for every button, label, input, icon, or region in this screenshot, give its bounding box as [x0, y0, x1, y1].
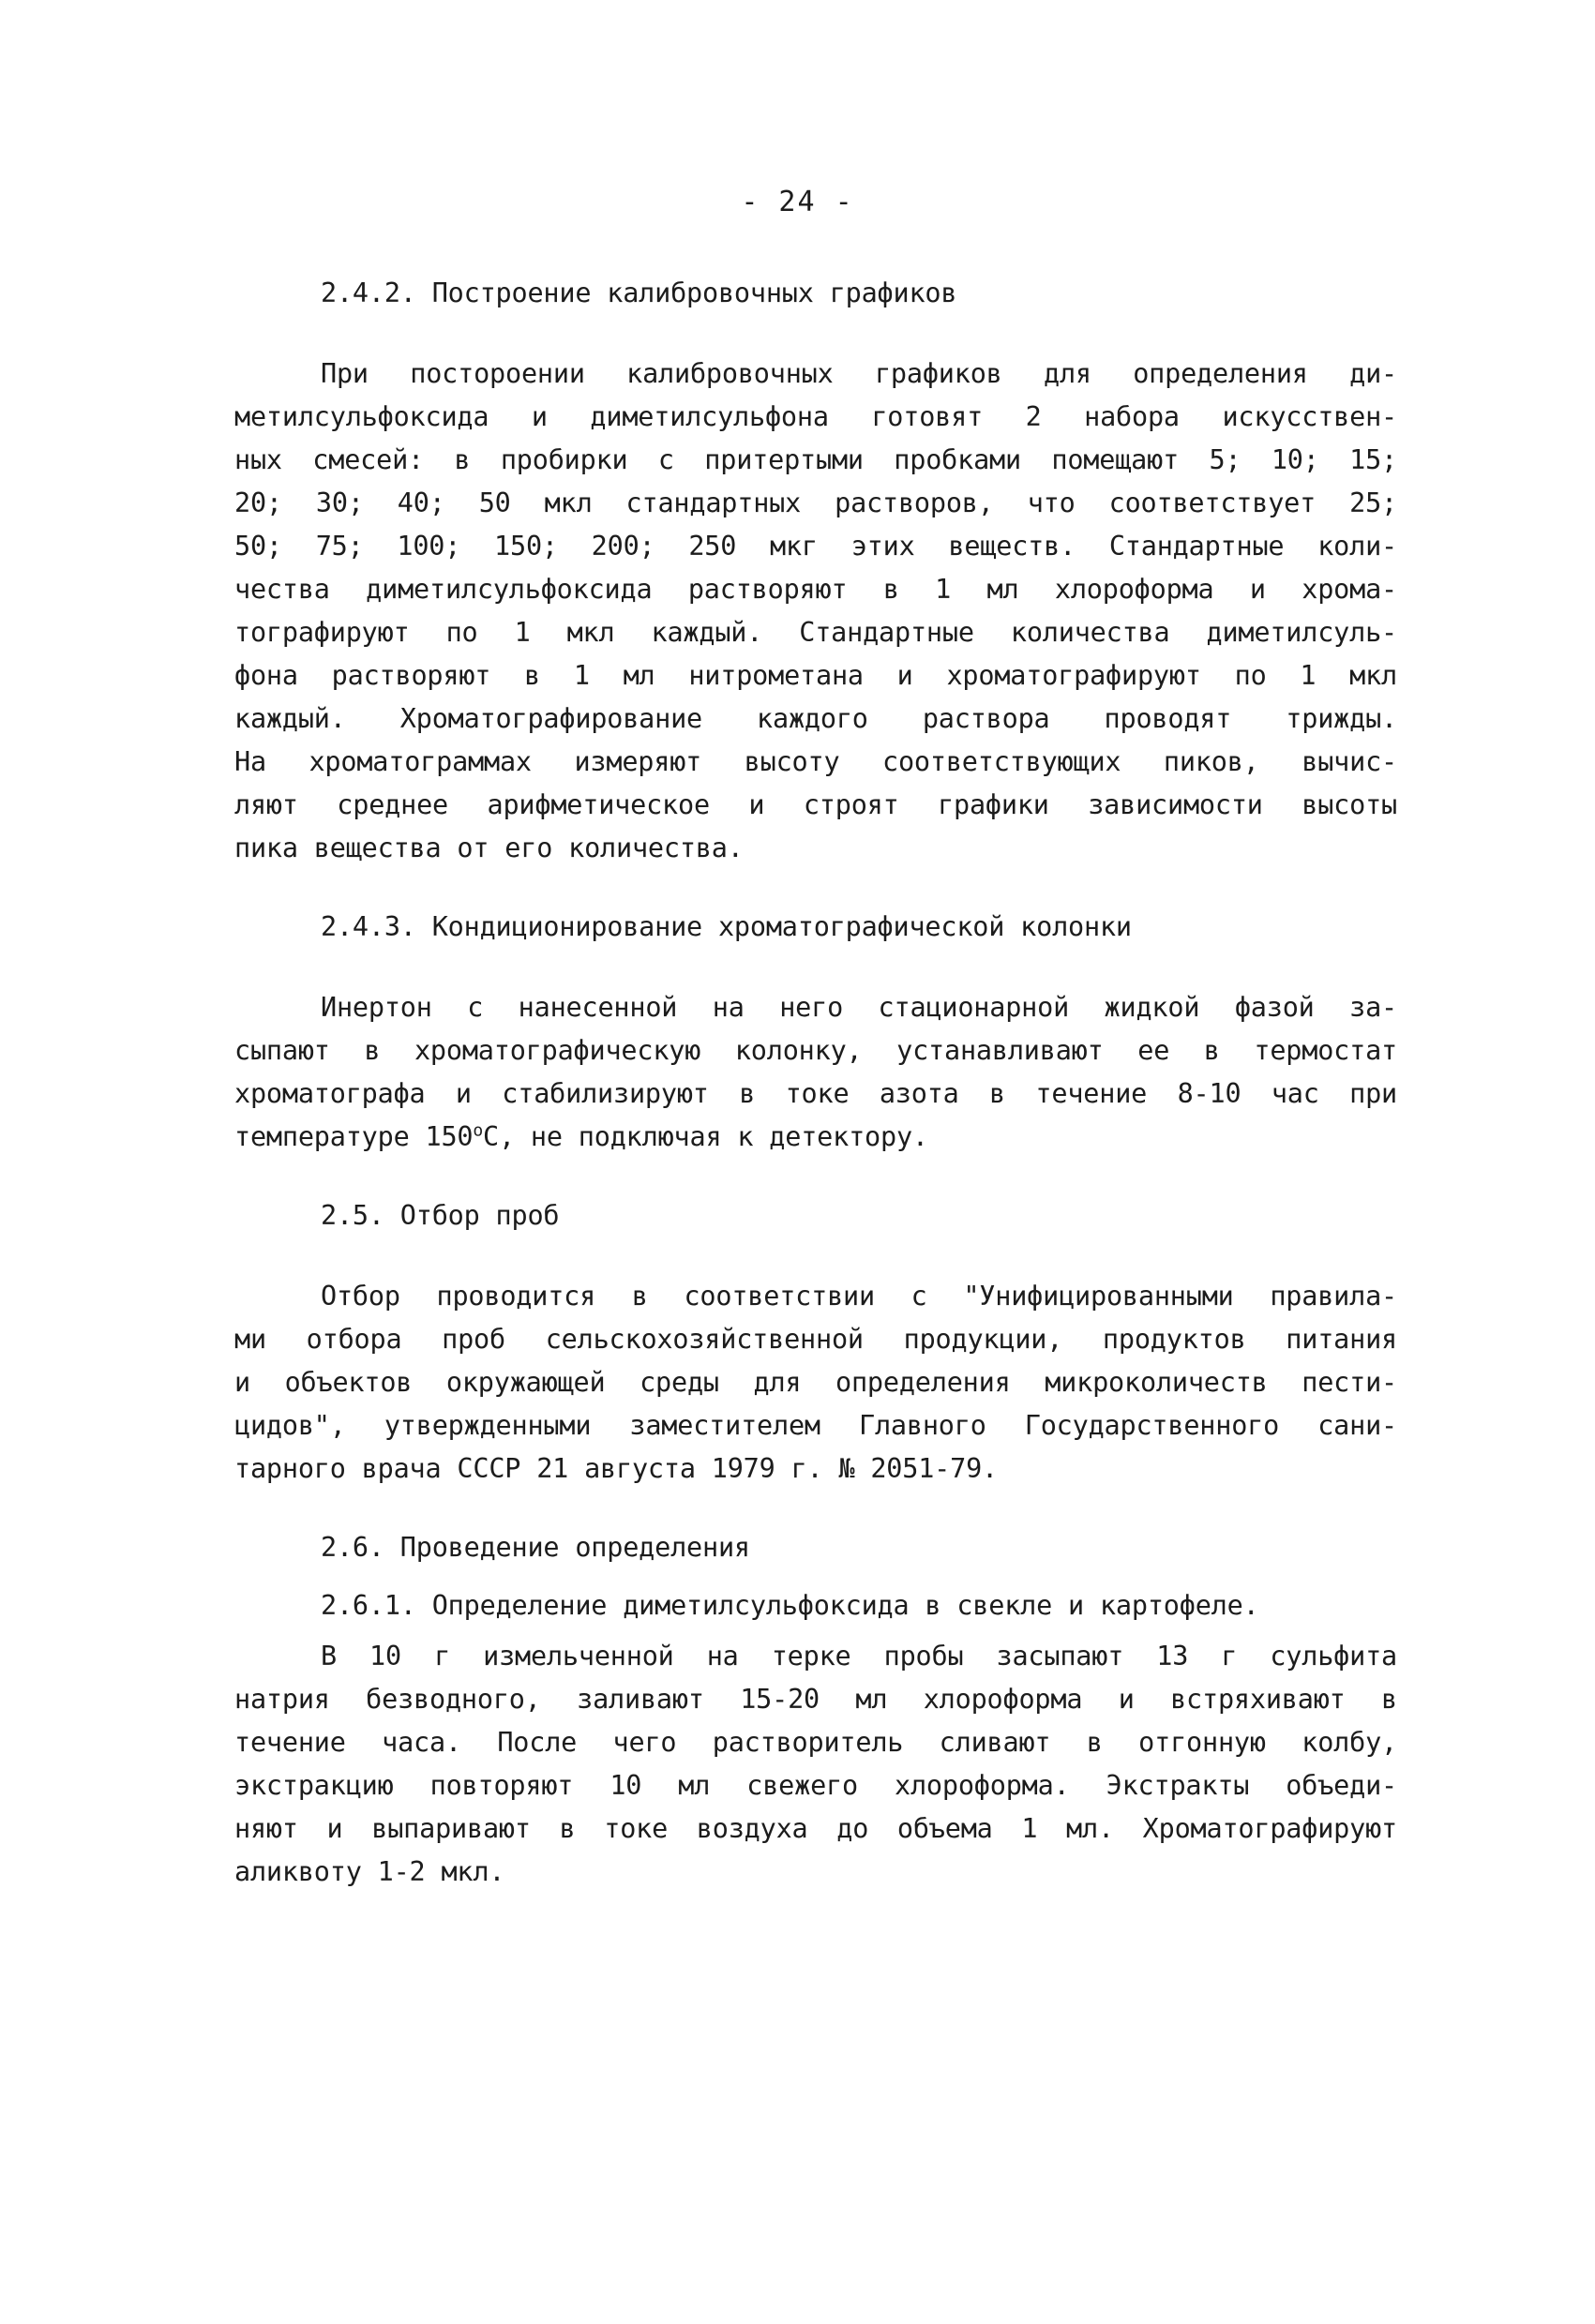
- text-line: и объектов окружающей среды для определения микроколичеств пести-: [234, 1367, 1397, 1398]
- text-line: ми отбора проб сельскохозяйственной продукции, продуктов питания: [234, 1324, 1397, 1355]
- text-line: каждый. Хроматографирование каждого раствора проводят трижды.: [234, 703, 1397, 734]
- section-heading-2-4-2: 2.4.2. Построение калибровочных графиков: [321, 277, 957, 308]
- text-line: На хроматограммах измеряют высоту соответствующих пиков, вычис-: [234, 746, 1397, 777]
- section-heading-2-5: 2.5. Отбор проб: [321, 1200, 560, 1231]
- text-line: При постороении калибровочных графиков для определения ди-: [321, 358, 1397, 389]
- text-line: чества диметилсульфоксида растворяют в 1 мл хлороформа и хрома-: [234, 574, 1397, 605]
- paragraph-calibration: [234, 352, 1397, 870]
- temperature-text: температуре 150: [234, 1121, 474, 1152]
- text-line: ных смесей: в пробирки с притертыми пробками помещают 5; 10; 15;: [234, 444, 1397, 475]
- text-line: Инертон с нанесенной на него стационарной жидкой фазой за-: [321, 992, 1397, 1023]
- paragraph-conditioning: [234, 986, 1397, 1159]
- text-line: натрия безводного, заливают 15-20 мл хлороформа и встряхивают в: [234, 1684, 1397, 1715]
- text-line: аликвоту 1-2 мкл.: [234, 1856, 505, 1887]
- text-line: хроматографа и стабилизируют в токе азота в течение 8-10 час при: [234, 1078, 1397, 1109]
- text-line: Отбор проводится в соответствии с "Унифицированными правила-: [321, 1281, 1397, 1312]
- section-heading-2-6-1: 2.6.1. Определение диметилсульфоксида в свекле и картофеле.: [321, 1590, 1259, 1621]
- section-heading-2-4-3: 2.4.3. Кондиционирование хроматографической колонки: [321, 911, 1132, 942]
- page-number: - 24 -: [741, 186, 854, 218]
- text-line: фона растворяют в 1 мл нитрометана и хроматографируют по 1 мкл: [234, 660, 1397, 691]
- text-line: тографируют по 1 мкл каждый. Стандартные количества диметилсуль-: [234, 617, 1397, 648]
- text-line: няют и выпаривают в токе воздуха до объема 1 мл. Хроматографируют: [234, 1813, 1397, 1844]
- text-line: течение часа. После чего растворитель сливают в отгонную колбу,: [234, 1727, 1397, 1758]
- text-line: 20; 30; 40; 50 мкл стандартных растворов, что соответствует 25;: [234, 487, 1397, 518]
- text-line: В 10 г измельченной на терке пробы засыпают 13 г сульфита: [321, 1641, 1397, 1672]
- text-line: метилсульфоксида и диметилсульфона готовят 2 набора искусствен-: [234, 401, 1397, 432]
- text-line: сыпают в хроматографическую колонку, устанавливают ее в термостат: [234, 1035, 1397, 1066]
- section-heading-2-6: 2.6. Проведение определения: [321, 1532, 750, 1563]
- degree-sign: о: [473, 1120, 484, 1141]
- text-line: 50; 75; 100; 150; 200; 250 мкг этих веществ. Стандартные коли-: [234, 531, 1397, 562]
- temperature-text-rest: С, не подключая к детектору.: [483, 1121, 928, 1152]
- text-line: тарного врача СССР 21 августа 1979 г. № 2051-79.: [234, 1453, 999, 1484]
- document-body: [234, 272, 1397, 1929]
- text-line: цидов", утвержденными заместителем Главного Государственного сани-: [234, 1410, 1397, 1441]
- text-line: экстракцию повторяют 10 мл свежего хлороформа. Экстракты объеди-: [234, 1770, 1397, 1801]
- paragraph-sampling: [234, 1275, 1397, 1491]
- text-line: ляют среднее арифметическое и строят графики зависимости высоты: [234, 789, 1397, 820]
- text-line-temperature: [234, 1116, 1397, 1159]
- text-line: пика вещества от его количества.: [234, 832, 744, 863]
- paragraph-determination: [234, 1635, 1397, 1894]
